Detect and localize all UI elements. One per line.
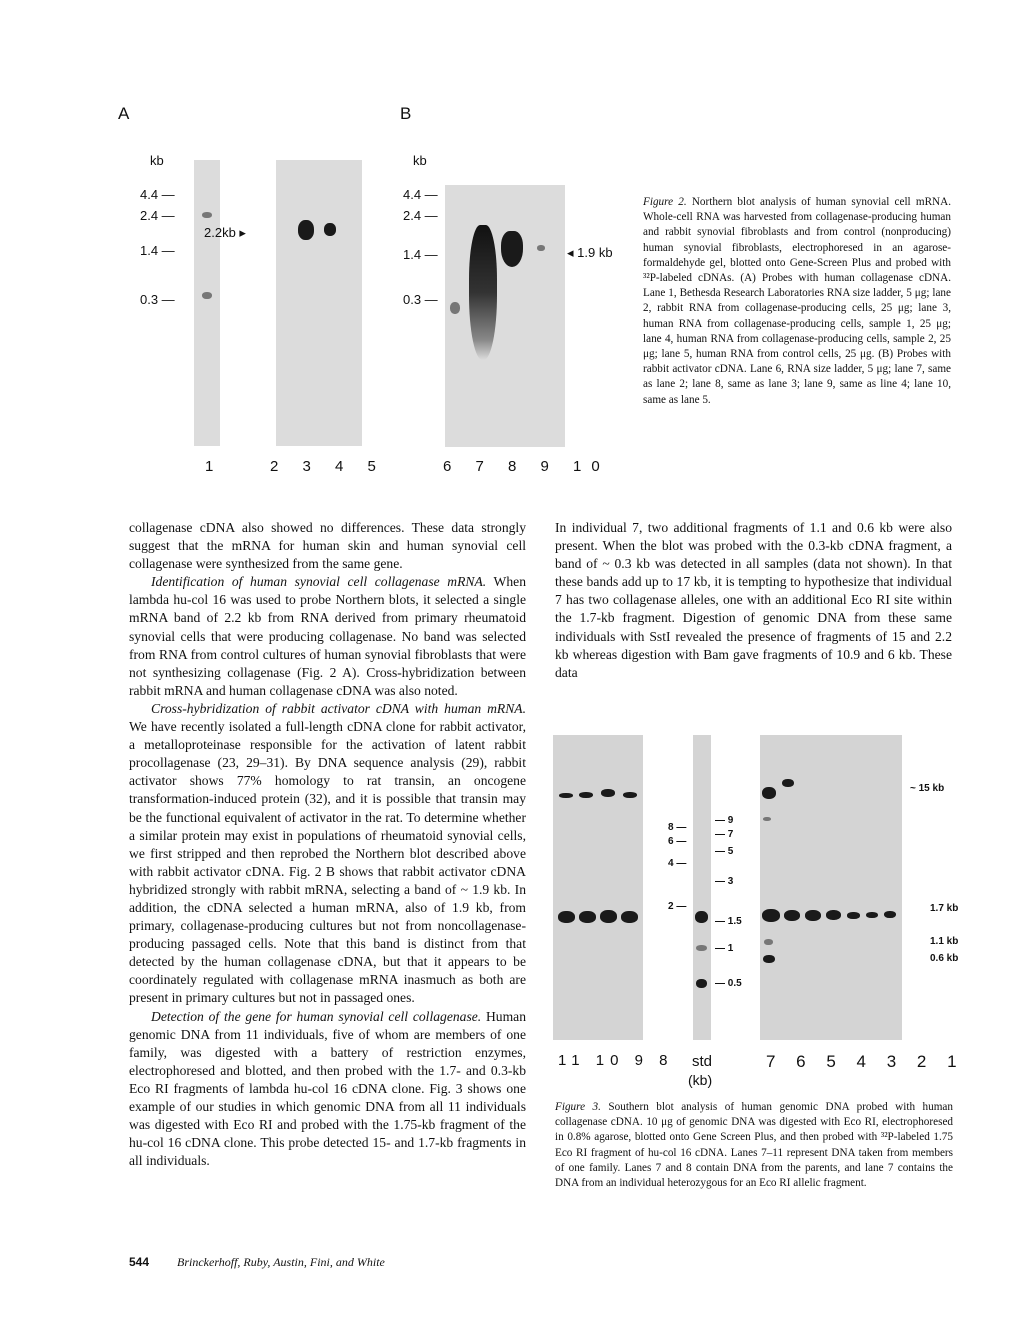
left-paragraph-3: Cross-hybridization of rabbit activator cDNA with human mRNA. We have recently isolated a full-length cDNA clone for rabbit activator, a metalloproteinase responsible for the activation of latent rabbit procollagenase (23, 29–31). By DNA sequence analysis (29), rabbit activator shows 77% homology to rat transin, an oncogene transformation-induced protein (32), and it is possible that transin may be the functional equivalent of activator in the rat. To determine whether a similar protein may exist in populations of rheumatoid synovial cells, we first stripped and then reprobed the Northern blot described above with rabbit activator cDNA. Fig. 2 B shows that rabbit activator cDNA hybridized strongly with rabbit mRNA, selecting a band of ~ 1.9 kb. In addition, the cDNA selected a human mRNA, also of 1.9 kb, from primary, collagenase-producing cultures but not from noncollagenase-producing passaged cells. Note that this band is distinct from that detected by the human collagenase cDNA, but that it appears to be coordinately regulated with collagenase mRNA inasmuch as both are present in primary cultures but not in passaged ones. — [129, 700, 526, 1006]
lane-labels-11-8: 11 10 9 8 — [558, 1052, 674, 1069]
figure-3-caption-title: Figure 3. — [555, 1101, 601, 1113]
lane-labels-2-5: 2 3 4 5 — [270, 458, 386, 475]
marker-2-4-a: 2.4 — — [140, 208, 175, 223]
gel-lanes-11-8 — [553, 735, 643, 1040]
std-marker-4: 4 — — [668, 858, 687, 869]
left-text-column — [129, 519, 526, 1170]
marker-1-4-b: 1.4 — — [403, 247, 438, 262]
marker-2-2kb: 2.2kb ▸ — [204, 225, 246, 240]
lane-label-1: 1 — [205, 458, 224, 475]
page-number: 544 — [129, 1255, 150, 1269]
left-paragraph-2: Identification of human synovial cell collagenase mRNA. When lambda hu-col 16 was used to probe Northern blots, it selected a single mRNA band of 2.2 kb from RNA derived from primary rheumatoid synovial cells that were producing collagenase. No band was selected from RNA from control cultures of human synovial fibroblasts that were not synthesizing collagenase (Fig. 2 A). Cross-hybridization between rabbit mRNA and human collagenase cDNA was also noted. — [129, 574, 526, 698]
std-marker-0-5: — 0.5 — [715, 978, 742, 989]
size-label-1-7kb: 1.7 kb — [930, 903, 959, 914]
std-marker-8: 8 — — [668, 822, 687, 833]
std-marker-3: — 3 — [715, 876, 734, 887]
figure-2-caption-title: Figure 2. — [643, 196, 687, 208]
left-paragraph-1: collagenase cDNA also showed no differences. These data strongly suggest that the mRNA for human skin and human synovial cell collagenase were synthesized from the same gene. — [129, 520, 526, 572]
lane-labels-7-1: 7 6 5 4 3 2 1 — [766, 1052, 965, 1071]
panel-a-label: A — [118, 104, 130, 123]
figure-3-caption — [555, 1100, 953, 1191]
panel-b-label: B — [400, 104, 412, 123]
gel-lane-1 — [194, 160, 220, 446]
gel-lanes-6-10 — [445, 185, 565, 447]
figure-2-caption — [643, 195, 951, 408]
marker-1-4-a: 1.4 — — [140, 243, 175, 258]
kb-axis-label-a: kb — [150, 153, 164, 168]
kb-unit-label: (kb) — [688, 1072, 713, 1088]
gel-std-lane — [693, 735, 711, 1040]
std-marker-1-5: — 1.5 — [715, 916, 742, 927]
std-marker-6: 6 — — [668, 836, 687, 847]
size-label-0-6kb: 0.6 kb — [930, 953, 959, 964]
marker-0-3-b: 0.3 — — [403, 292, 438, 307]
std-marker-2: 2 — — [668, 901, 687, 912]
gel-lanes-2-5 — [276, 160, 362, 446]
size-label-15kb: ~ 15 kb — [910, 783, 945, 794]
marker-4-4-b: 4.4 — — [403, 187, 438, 202]
std-label: std — [692, 1053, 713, 1070]
std-marker-1: — 1 — [715, 943, 734, 954]
std-marker-7: — 7 — [715, 829, 734, 840]
marker-2-4-b: 2.4 — — [403, 208, 438, 223]
left-paragraph-4: Detection of the gene for human synovial cell collagenase. Human genomic DNA from 11 individuals, five of whom are members of one family, was digested with a battery of restriction enzymes, electrophoresed and blotted, and then probed with the 1.7- and 0.3-kb Eco RI fragments of lambda hu-col 16 cDNA clone. Fig. 3 shows one example of our studies in which genomic DNA from all 11 individuals was digested with Eco RI and probed with the 1.75-kb fragment of the hu-col 16 cDNA clone. This probe detected 15- and 1.7-kb fragments in all individuals. — [129, 1008, 526, 1169]
kb-axis-label-b: kb — [413, 153, 427, 168]
figure-3-caption-text: Southern blot analysis of human genomic DNA probed with human collagenase cDNA. 10 μg of genomic DNA was digested with Eco RI, electrophoresed in 0.8% agarose, blotted onto Gene Screen Plus, and then probed with ³²P-labeled 1.75 Eco RI fragment of hu-col 16 cDNA. Lanes 7–11 represent DNA taken from members of one family. Lanes 7 and 8 contain DNA from the parents, and lane 7 contains the DNA from an individual heterozygous for an Eco RI allelic fragment. — [555, 1101, 953, 1190]
gel-lanes-7-1 — [760, 735, 902, 1040]
lane-labels-6-10: 6 7 8 9 10 — [443, 458, 610, 475]
right-paragraph-1: In individual 7, two additional fragments of 1.1 and 0.6 kb were also present. When the blot was probed with the 0.3-kb cDNA fragment, a band of ~ 0.3 kb was detected in all samples (data not shown). In that these bands add up to 17 kb, it is tempting to hypothesize that individual 7 has two collagenase alleles, one with an additional Eco RI site within the 1.7-kb fragment. Digestion of genomic DNA from these same individuals with SstI revealed the presence of fragments of 15 and 2.2 kb whereas digestion with Bam gave fragments of 10.9 and 6 kb. These data — [555, 520, 952, 680]
right-text-column — [555, 519, 952, 682]
std-marker-9: — 9 — [715, 815, 734, 826]
marker-1-9kb: ◂ 1.9 kb — [567, 245, 613, 260]
std-marker-5: — 5 — [715, 846, 734, 857]
figure-2-caption-text: Northern blot analysis of human synovial cell mRNA. Whole-cell RNA was harvested from collagenase-producing human and rabbit synovial fibroblasts and from control (nonproducing) human synovial fibroblasts, electrophoresed in an agarose-formaldehyde gel, blotted onto Gene-Screen Plus and probed with ³²P-labeled cDNAs. (A) Probes with human collagenase cDNA. Lane 1, Bethesda Research Laboratories RNA size ladder, 5 μg; lane 2, rabbit RNA from collagenase-producing cells, 25 μg; lane 3, human RNA from collagenase-producing cells, sample 1, 25 μg; lane 4, human RNA from collagenase-producing cells, sample 2, 25 μg; lane 5, human RNA from control cells, 25 μg. (B) Probes with rabbit activator cDNA. Lane 6, RNA size ladder, 5 μg; lane 7, same as lane 2; lane 8, same as lane 3; lane 9, same as line 4; lane 10, same as lane 5. — [643, 196, 951, 406]
marker-0-3-a: 0.3 — — [140, 292, 175, 307]
running-footer-authors: Brinckerhoff, Ruby, Austin, Fini, and White — [177, 1255, 385, 1269]
marker-4-4-a: 4.4 — — [140, 187, 175, 202]
size-label-1-1kb: 1.1 kb — [930, 936, 959, 947]
